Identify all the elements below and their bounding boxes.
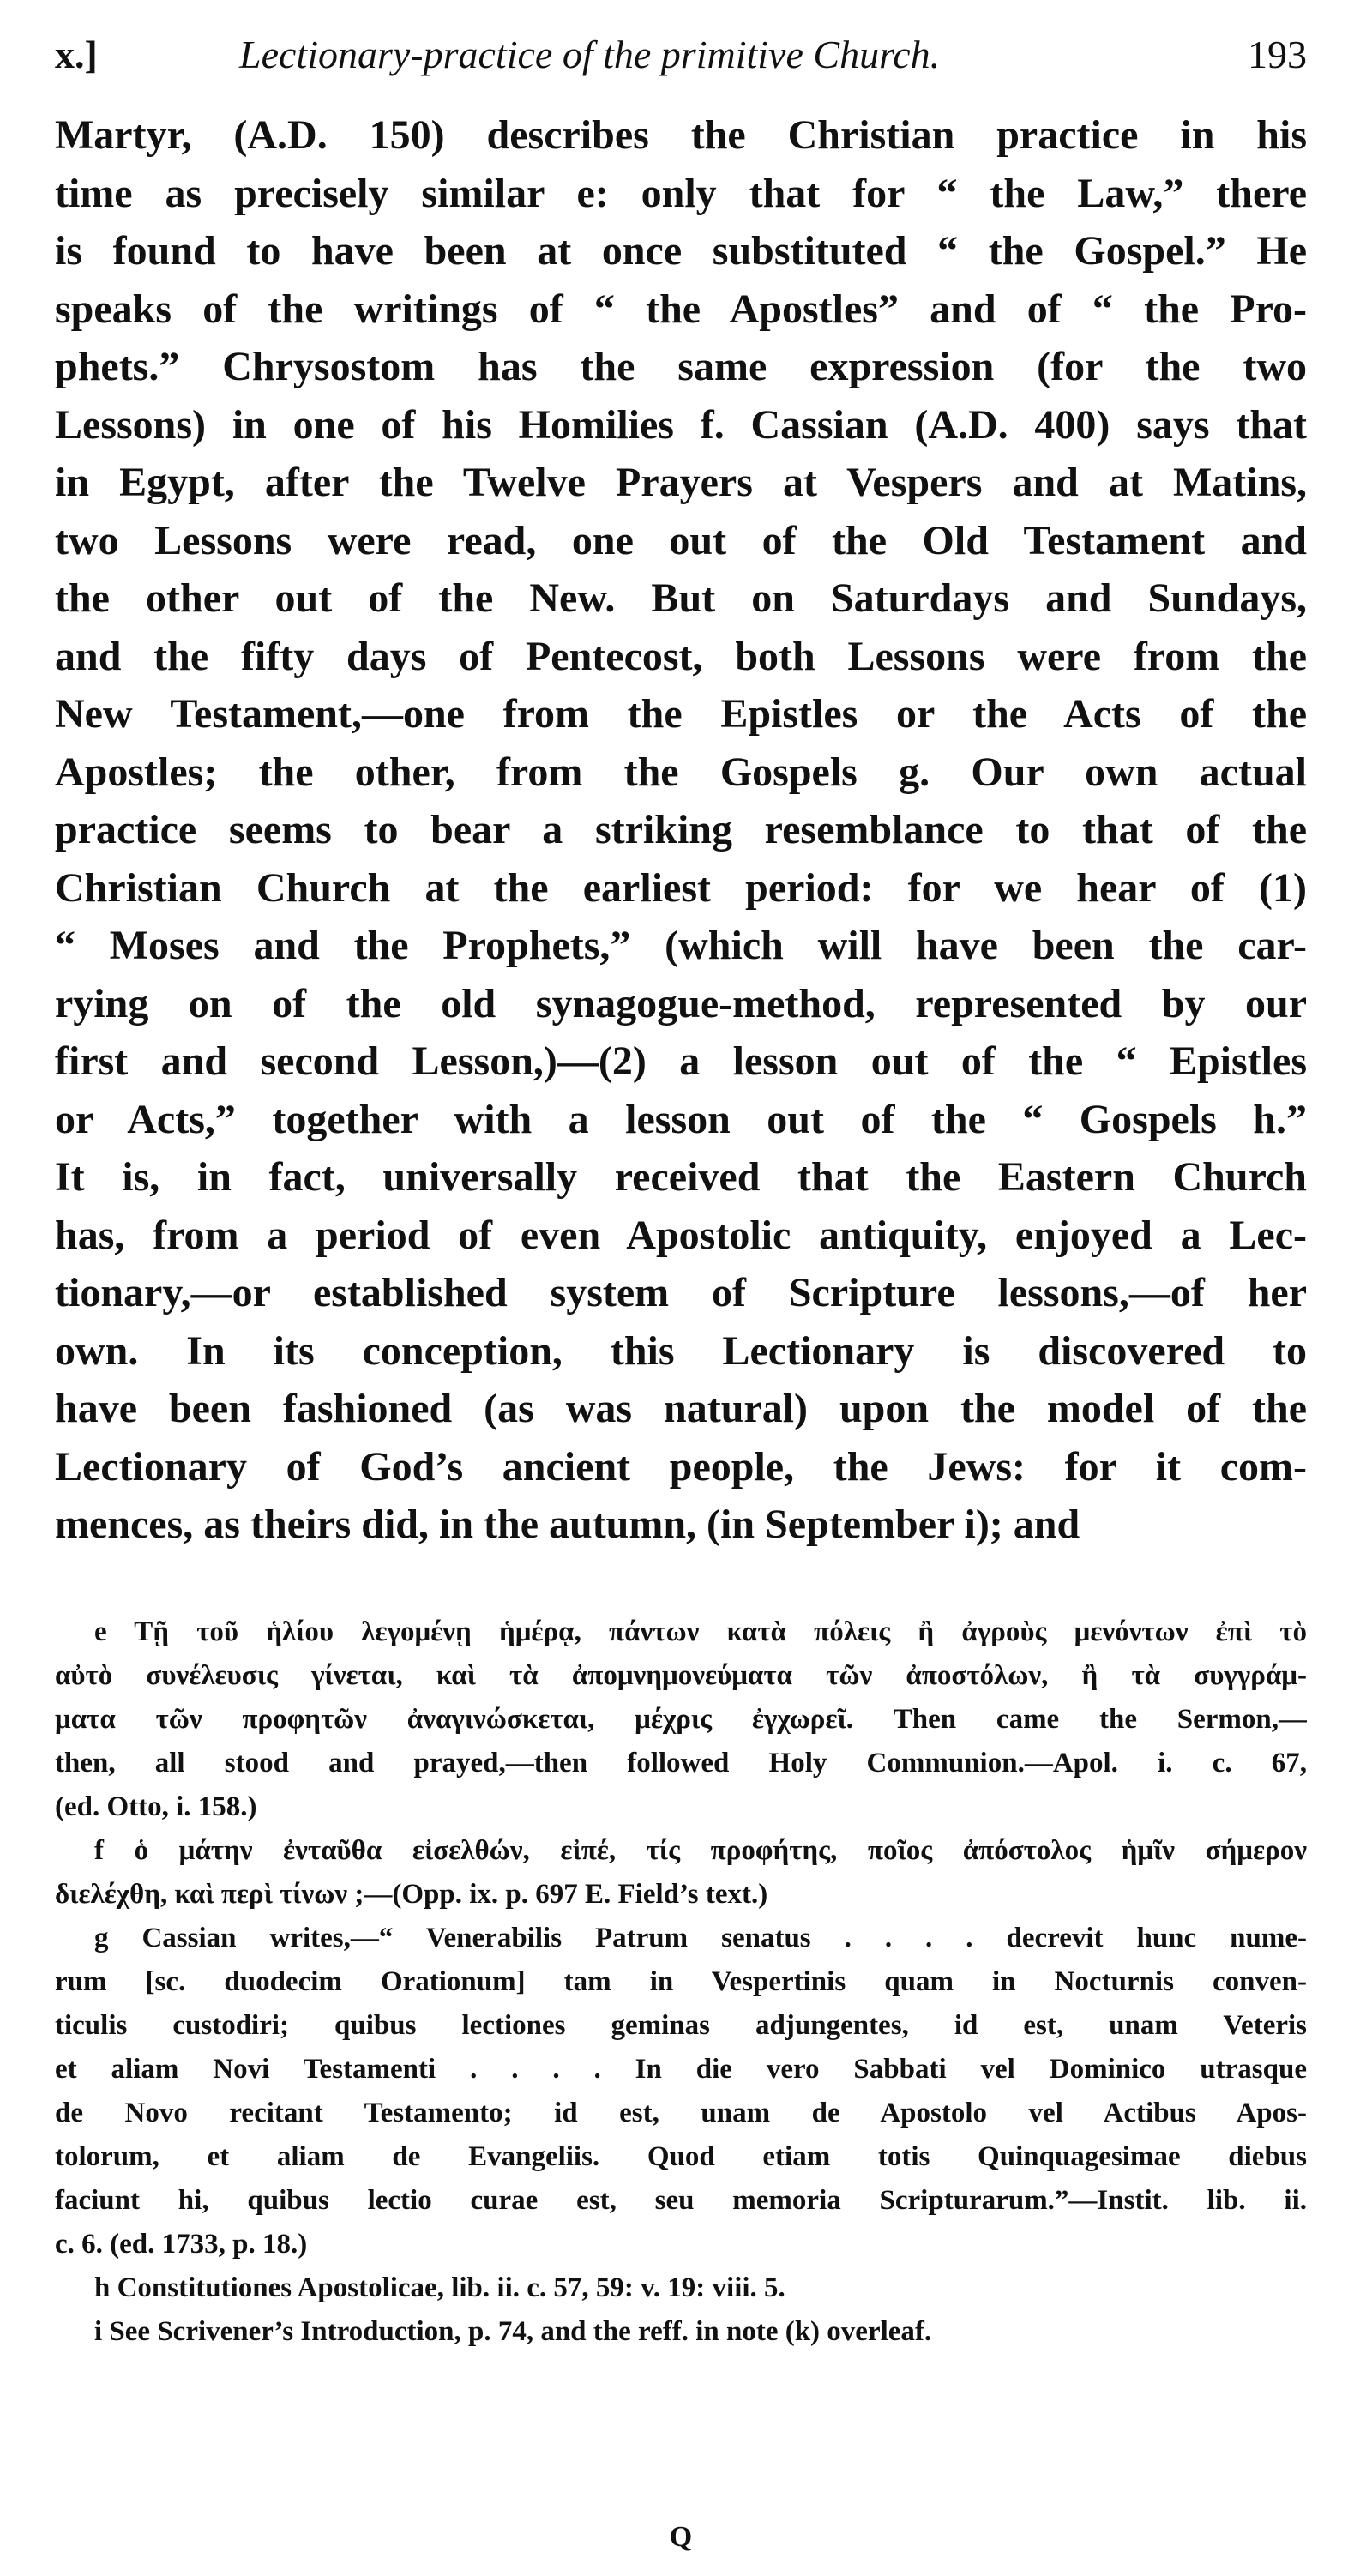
footnote-line: et aliam Novi Testamenti . . . . In die vero Sabbati vel Dominico utrasque	[55, 2054, 1307, 2085]
footnote-line: de Novo recitant Testamento; id est, unam de Apostolo vel Actibus Apos-	[55, 2098, 1307, 2128]
chapter-number: x.]	[55, 33, 98, 76]
footnote-line: ματα τῶν προφητῶν ἀναγινώσκεται, μέχρις ἐγχωρεῖ. Then came the Sermon,—	[55, 1704, 1307, 1735]
body-line: is found to have been at once substituted “ the Gospel.” He	[55, 228, 1307, 274]
footnote-line: (ed. Otto, i. 158.)	[55, 1791, 257, 1822]
body-line: mences, as theirs did, in the autumn, (in September i); and	[55, 1502, 1080, 1547]
body-line: speaks of the writings of “ the Apostles” and of “ the Pro-	[55, 286, 1307, 332]
body-line: rying on of the old synagogue-method, represented by our	[55, 980, 1307, 1026]
body-line: phets.” Chrysostom has the same expression (for the two	[55, 344, 1307, 389]
body-line: first and second Lesson,)—(2) a lesson out of the “ Epistles	[55, 1038, 1307, 1084]
book-page	[55, 0, 1307, 2576]
body-line: or Acts,” together with a lesson out of the “ Gospels h.”	[55, 1096, 1307, 1142]
footnote-line: f ὁ μάτην ἐνταῦθα εἰσελθών, εἰπέ, τίς προφήτης, ποῖος ἀπόστολος ἡμῖν σήμερον	[94, 1835, 1307, 1866]
body-line: have been fashioned (as was natural) upon the model of the	[55, 1386, 1307, 1431]
footnote-line: c. 6. (ed. 1733, p. 18.)	[55, 2229, 308, 2260]
body-line: the other out of the New. But on Saturdays and Sundays,	[55, 575, 1307, 621]
body-line: New Testament,—one from the Epistles or the Acts of the	[55, 691, 1307, 737]
body-line: It is, in fact, universally received that the Eastern Church	[55, 1154, 1307, 1200]
body-line: Lectionary of God’s ancient people, the Jews: for it com-	[55, 1443, 1307, 1490]
body-line: and the fifty days of Pentecost, both Lessons were from the	[55, 633, 1307, 679]
footnotes	[55, 1610, 1307, 2354]
body-line: Apostles; the other, from the Gospels g. Our own actual	[55, 749, 1307, 795]
body-line: Martyr, (A.D. 150) describes the Christian practice in his	[55, 112, 1307, 158]
footnote-line: rum [sc. duodecim Orationum] tam in Vespertinis quam in Nocturnis conven-	[55, 1966, 1307, 1997]
body-line: has, from a period of even Apostolic antiquity, enjoyed a Lec-	[55, 1212, 1307, 1258]
footnote-line: ticulis custodiri; quibus lectiones geminas adjungentes, id est, unam Veteris	[55, 2010, 1307, 2041]
footnote-line: i See Scrivener’s Introduction, p. 74, and the reff. in note (k) overleaf.	[94, 2316, 932, 2347]
body-line: practice seems to bear a striking resemblance to that of the	[55, 807, 1307, 852]
page-number: 193	[1248, 33, 1307, 76]
footnote-line: αὐτὸ συνέλευσις γίνεται, καὶ τὰ ἀπομνημονεύματα τῶν ἀποστόλων, ἢ τὰ συγγράμ-	[55, 1660, 1307, 1691]
signature-mark: Q	[669, 2521, 693, 2553]
body-line: Lessons) in one of his Homilies f. Cassian (A.D. 400) says that	[55, 401, 1307, 448]
footnote-line: g Cassian writes,—“ Venerabilis Patrum senatus . . . . decrevit hunc nume-	[94, 1923, 1307, 1953]
footnote-line: faciunt hi, quibus lectio curae est, seu memoria Scripturarum.”—Instit. lib. ii.	[55, 2185, 1307, 2216]
running-header	[55, 29, 1307, 81]
body-line: Christian Church at the earliest period: for we hear of (1)	[55, 864, 1307, 911]
footnote-line: e Tῇ τοῦ ἡλίου λεγομένῃ ἡμέρᾳ, πάντων κατὰ πόλεις ἢ ἀγροὺς μενόντων ἐπὶ τὸ	[94, 1616, 1307, 1647]
footnote-line: tolorum, et aliam de Evangeliis. Quod etiam totis Quinquagesimae diebus	[55, 2141, 1307, 2172]
footnote-line: διελέχθη, καὶ περὶ τίνων ;—(Opp. ix. p. 697 E. Field’s text.)	[55, 1879, 768, 1910]
running-title: Lectionary-practice of the primitive Church.	[239, 33, 941, 76]
body-line: tionary,—or established system of Scripture lessons,—of her	[55, 1270, 1307, 1315]
main-text	[55, 106, 1307, 1554]
footnote-line: then, all stood and prayed,—then followed Holy Communion.—Apol. i. c. 67,	[55, 1748, 1307, 1779]
body-line: in Egypt, after the Twelve Prayers at Vespers and at Matins,	[55, 460, 1307, 505]
body-line: time as precisely similar e: only that for “ the Law,” there	[55, 170, 1307, 216]
footnote-line: h Constitutiones Apostolicae, lib. ii. c. 57, 59: v. 19: viii. 5.	[94, 2272, 785, 2303]
body-line: two Lessons were read, one out of the Old Testament and	[55, 517, 1307, 563]
body-line: own. In its conception, this Lectionary is discovered to	[55, 1327, 1307, 1374]
body-line: “ Moses and the Prophets,” (which will have been the car-	[55, 923, 1307, 968]
